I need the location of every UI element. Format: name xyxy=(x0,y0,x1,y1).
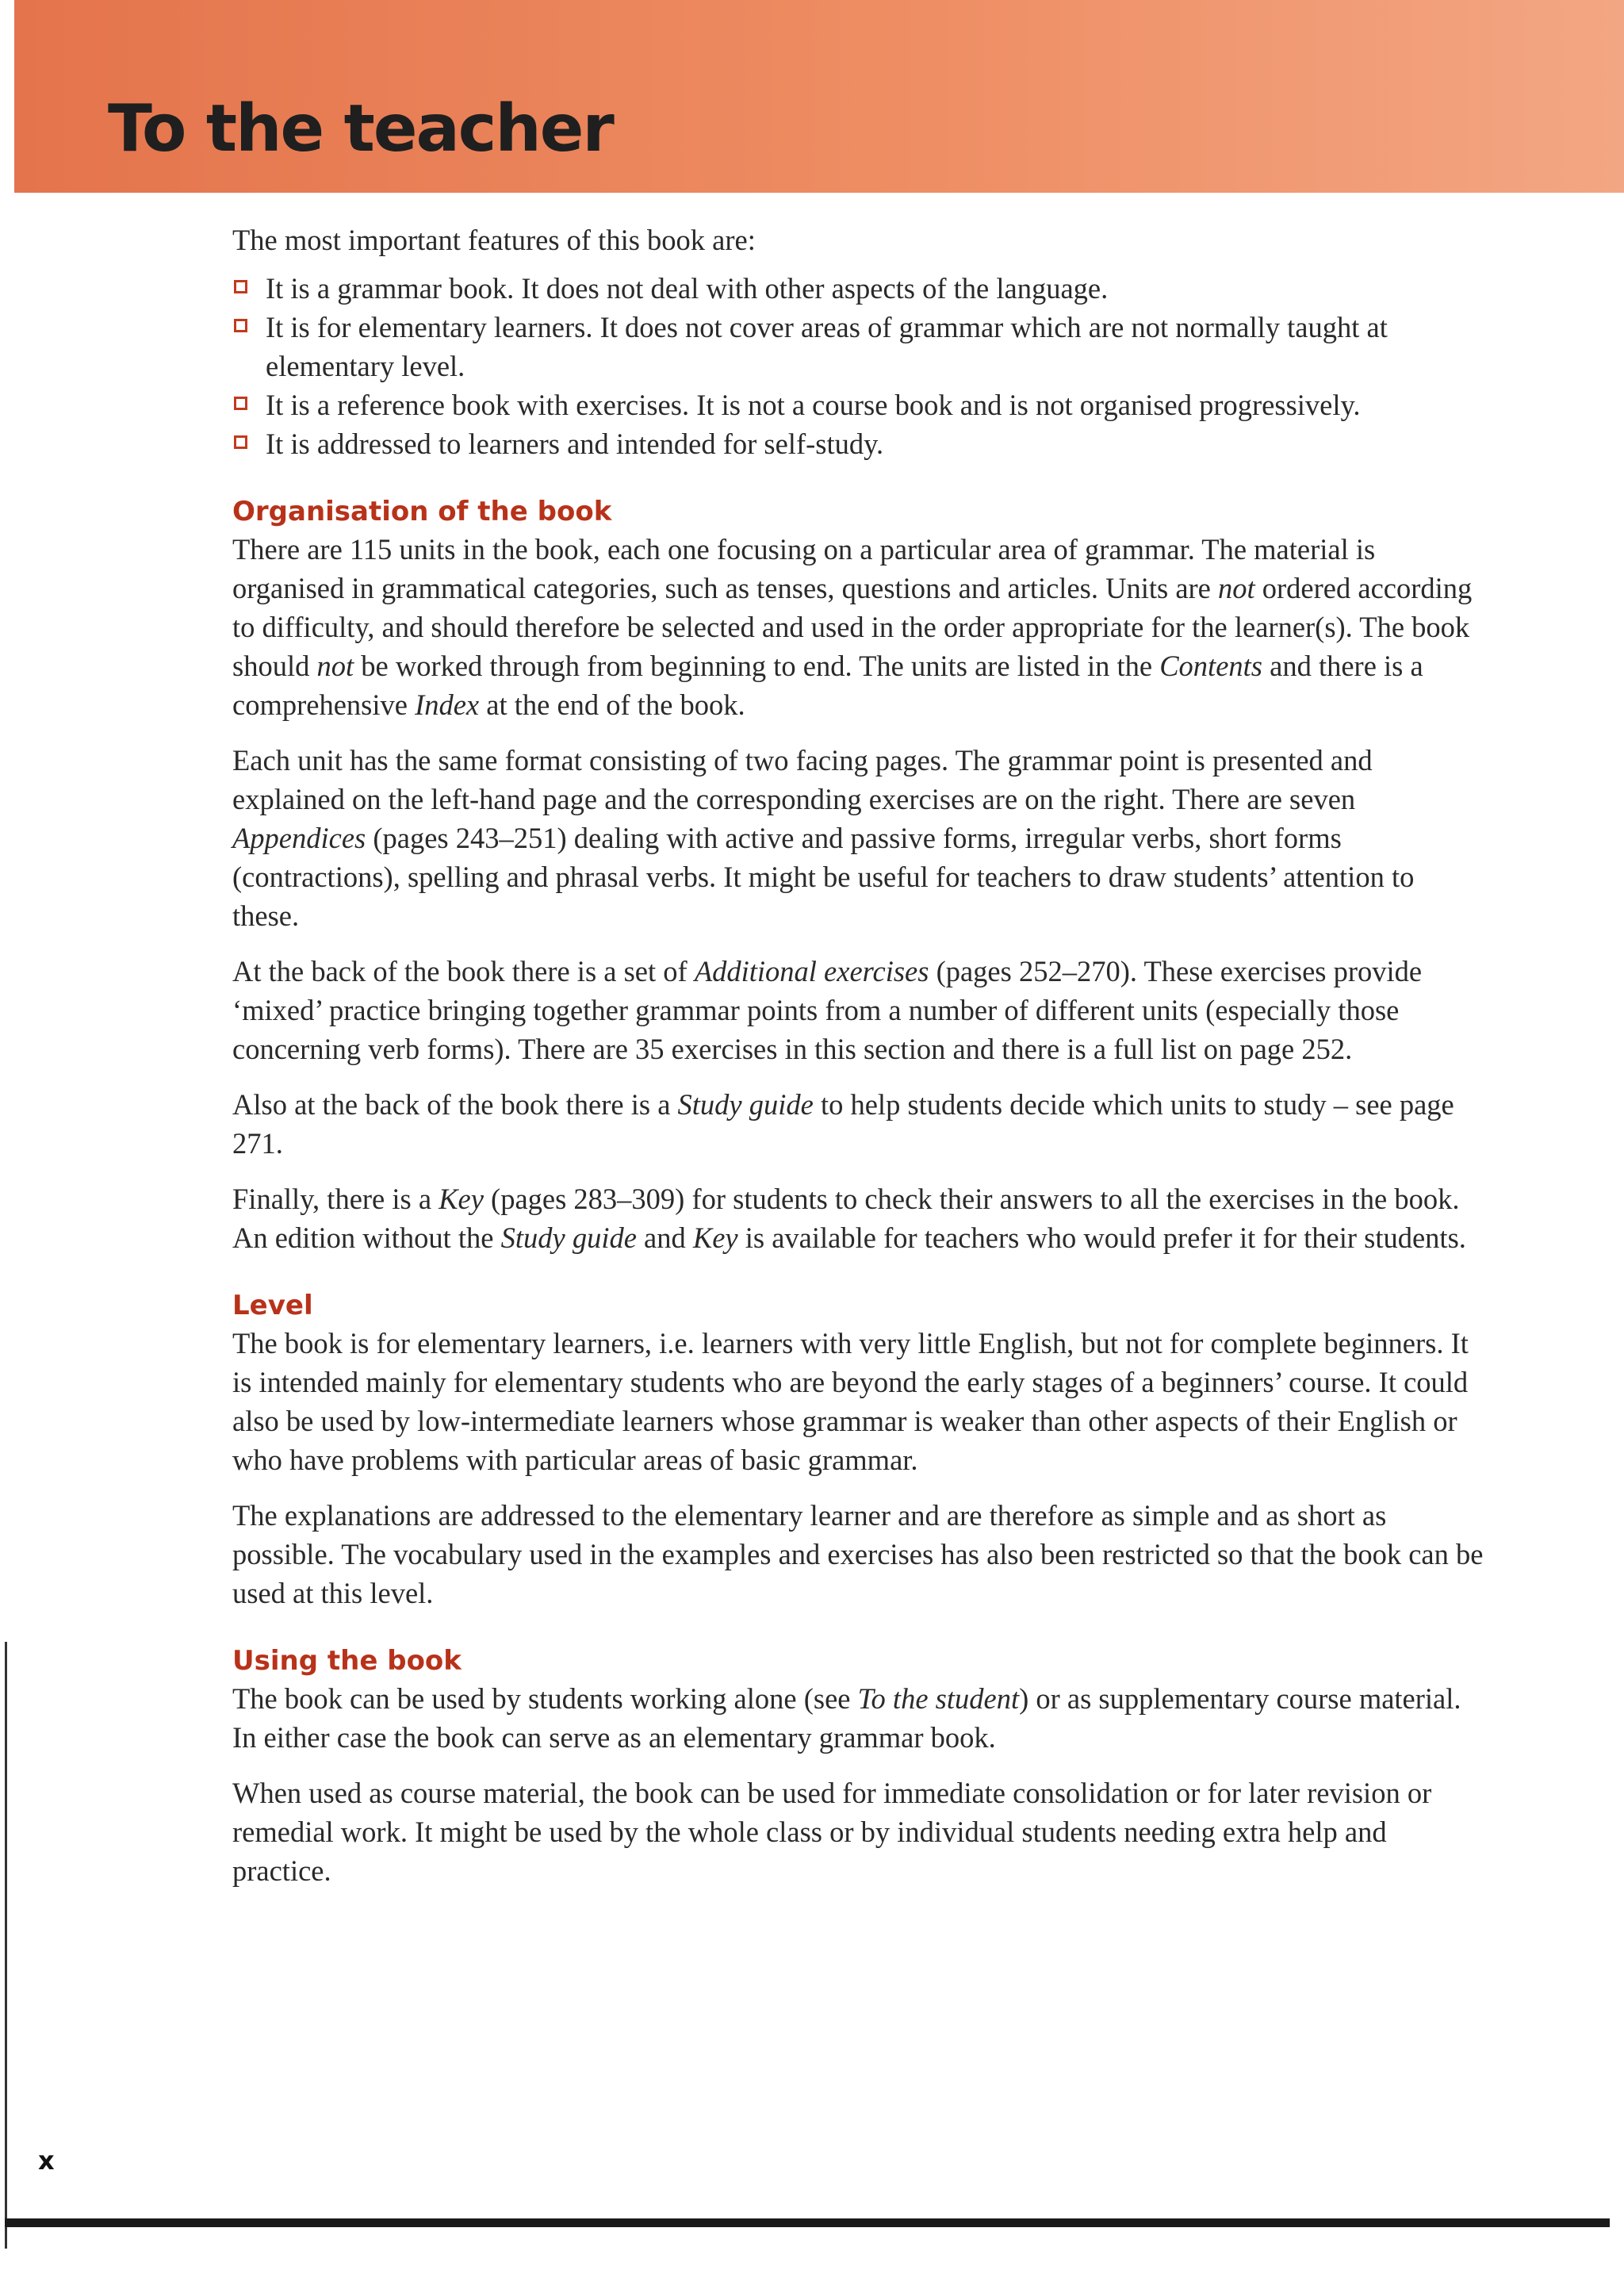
paragraph: The book is for elementary learners, i.e. learners with very little English, but not for complete beginners. It is intended mainly for elementary students who are beyond the early stages of a beginners’ course. It could also be used by low-intermediate learners whose grammar is weaker than other aspects of their English or who have problems with particular areas of basic grammar. xyxy=(232,1327,1469,1476)
section-heading: Using the book xyxy=(232,1645,462,1677)
paragraph: Finally, there is a Key (pages 283–309) for students to check their answers to all the exercises in the book. An edition without the Study guide and Key is available for teachers who would prefer it for their students. xyxy=(232,1183,1466,1254)
paragraph: Also at the back of the book there is a Study guide to help students decide which units to study – see page 271. xyxy=(232,1088,1454,1160)
paragraph: When used as course material, the book can be used for immediate consolidation or for later revision or remedial work. It might be used by the whole class or by individual students needing extra help and practice. xyxy=(232,1777,1432,1887)
section-heading: Organisation of the book xyxy=(232,496,612,527)
list-item: It is addressed to learners and intended for self-study. xyxy=(232,424,1485,463)
paragraph: Each unit has the same format consisting of two facing pages. The grammar point is presented and explained on the left-hand page and the corresponding exercises are on the right. There are seven Appendices (pages 243–251) dealing with active and passive forms, irregular verbs, short forms (contractions), spelling and phrasal verbs. It might be useful for teachers to draw students’ attention to these. xyxy=(232,744,1415,932)
square-bullet-icon xyxy=(234,280,247,293)
page-title: To the teacher xyxy=(108,91,613,167)
level-section xyxy=(232,1287,1485,1612)
paragraph: The explanations are addressed to the elementary learner and are therefore as simple and as short as possible. The vocabulary used in the examples and exercises has also been restricted so that the book can be used at this level. xyxy=(232,1499,1484,1609)
square-bullet-icon xyxy=(234,435,247,449)
intro-text: The most important features of this book are: xyxy=(232,224,756,256)
header-banner xyxy=(14,0,1624,193)
main-content xyxy=(232,220,1485,1890)
list-item: It is a grammar book. It does not deal with other aspects of the language. xyxy=(232,269,1485,308)
left-margin-rule xyxy=(5,1642,7,2249)
square-bullet-icon xyxy=(234,319,247,332)
page-number: x xyxy=(38,2145,55,2176)
paragraph: There are 115 units in the book, each one focusing on a particular area of grammar. The material is organised in grammatical categories, such as tenses, questions and articles. Units are not ordered according to difficulty, and should therefore be selected and used in the order appropriate for the learner(s). The book should not be worked through from beginning to end. The units are listed in the Contents and there is a comprehensive Index at the end of the book. xyxy=(232,533,1473,721)
organisation-section xyxy=(232,493,1485,1257)
using-section xyxy=(232,1643,1485,1890)
list-item: It is a reference book with exercises. It is not a course book and is not organised progressively. xyxy=(232,385,1485,424)
square-bullet-icon xyxy=(234,397,247,410)
paragraph: The book can be used by students working alone (see To the student) or as supplementary course material. In either case the book can serve as an elementary grammar book. xyxy=(232,1682,1461,1754)
section-heading: Level xyxy=(232,1290,313,1321)
paragraph: At the back of the book there is a set of Additional exercises (pages 252–270). These exercises provide ‘mixed’ practice bringing together grammar points from a number of different units (especially those concerning verb forms). There are 35 exercises in this section and there is a full list on page 252. xyxy=(232,955,1423,1065)
feature-list xyxy=(232,269,1485,463)
bottom-rule xyxy=(5,2218,1610,2227)
list-item: It is for elementary learners. It does not cover areas of grammar which are not normally taught at elementary level. xyxy=(232,308,1485,385)
